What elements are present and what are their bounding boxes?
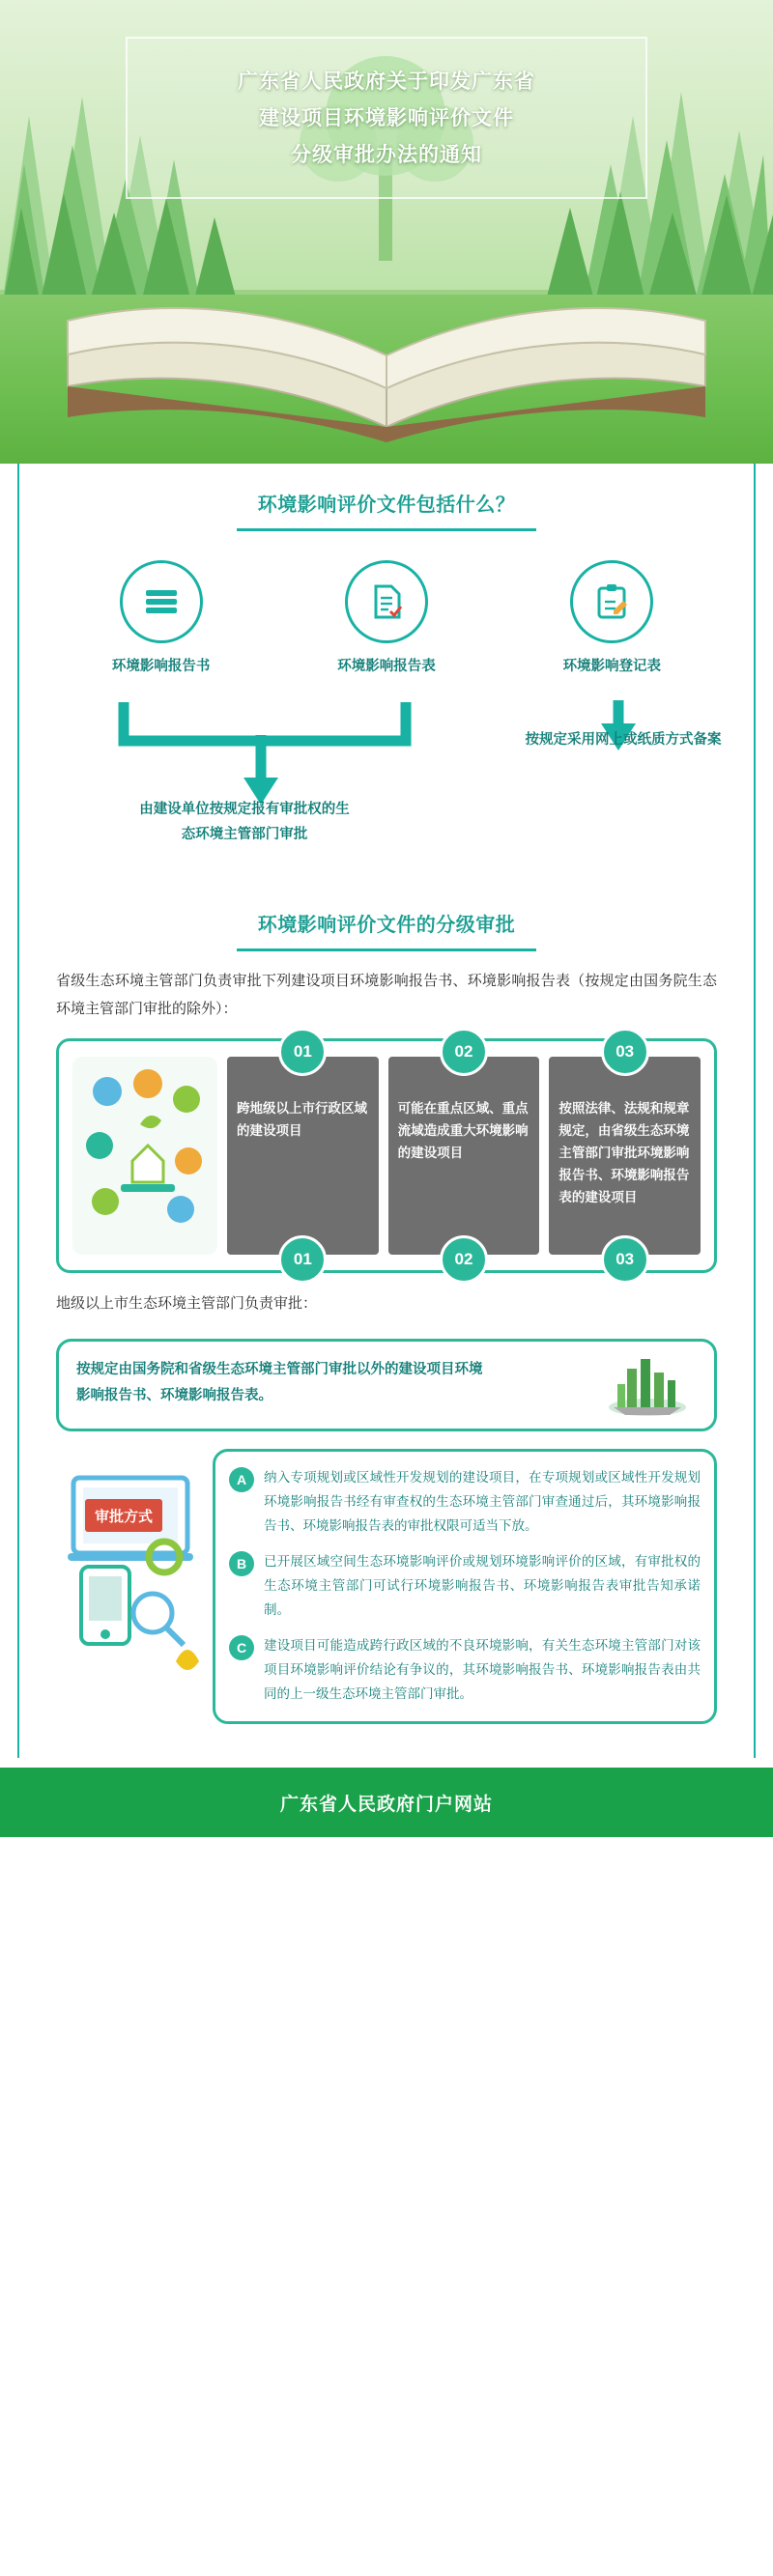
doc-type-report-form	[300, 560, 473, 675]
title-line-2: 建设项目环境影响评价文件	[259, 107, 514, 129]
card-02	[388, 1042, 540, 1268]
report-form-icon	[345, 560, 428, 643]
city-level-note	[56, 1339, 717, 1431]
abc-mark-b: B	[229, 1551, 254, 1576]
title-line-3: 分级审批办法的通知	[291, 144, 482, 166]
doc-type-label-2: 环境影响报告表	[337, 659, 436, 674]
card-03-badge-bottom: 03	[601, 1235, 649, 1284]
page-title	[126, 37, 647, 199]
doc-type-registration-form	[525, 560, 699, 675]
abc-text-a: 纳入专项规划或区域性开发规划的建设项目，在专项规划或区域性开发规划环境影响报告书经有审查权的生态环境主管部门审查通过后，其环境影响报告书、环境影响报告表的审批权限可适当下放。	[264, 1470, 701, 1533]
registration-form-icon	[570, 560, 653, 643]
card-01-badge-bottom: 01	[278, 1235, 327, 1284]
section1-divider	[237, 528, 536, 531]
report-book-icon	[120, 560, 203, 643]
city-buildings-icon	[594, 1351, 701, 1419]
approval-illustration	[56, 1449, 201, 1739]
right-note-text: 按规定采用网上或纸质方式备案	[525, 732, 722, 748]
section2-title: 环境影响评价文件的分级审批	[257, 915, 516, 936]
flow-arrows	[19, 681, 754, 884]
eco-icons-cluster-icon	[72, 1057, 217, 1250]
section1-title: 环境影响评价文件包括什么？	[257, 495, 516, 516]
abc-text-b: 已开展区域空间生态环境影响评价或规划环境影响评价的区域，有审批权的生态环境主管部门可试行环境影响报告书、环境影响报告表审批告知承诺制。	[264, 1554, 701, 1617]
header-banner	[0, 0, 773, 464]
city-level-note-text: 按规定由国务院和省级生态环境主管部门审批以外的建设项目环境影响报告书、环境影响报告表。	[76, 1362, 483, 1403]
card-03-badge-top: 03	[601, 1028, 649, 1076]
main-content	[0, 464, 773, 1758]
doc-type-report-book	[74, 560, 248, 675]
card-01-badge-top: 01	[278, 1028, 327, 1076]
open-book-icon	[39, 263, 734, 446]
footer-bar	[0, 1768, 773, 1837]
title-line-1: 广东省人民政府关于印发广东省	[238, 71, 535, 93]
content-frame	[17, 464, 756, 1758]
numbered-cards-block	[56, 1038, 717, 1273]
card-02-text: 可能在重点区域、重点流域造成重大环境影响的建设项目	[397, 1101, 529, 1160]
section2-paragraph: 省级生态环境主管部门负责审批下列建设项目环境影响报告书、环境影响报告表（按规定由国务院生态环境主管部门审批的除外）：	[56, 973, 717, 1017]
card-03	[549, 1042, 701, 1268]
card-01-text: 跨地级以上市行政区域的建设项目	[237, 1101, 367, 1138]
doc-type-label-3: 环境影响登记表	[562, 659, 662, 674]
merge-note-text: 由建设单位按规定报有审批权的生态环境主管部门审批	[139, 802, 350, 842]
abc-list	[213, 1449, 717, 1724]
section2-divider	[237, 948, 536, 951]
card-02-badge-bottom: 02	[440, 1235, 488, 1284]
doc-type-label-1: 环境影响报告书	[111, 659, 211, 674]
document-types-row	[19, 537, 754, 675]
approval-method-icon	[56, 1449, 201, 1739]
abc-block	[56, 1449, 717, 1739]
approval-illus-label: 审批方式	[94, 1509, 154, 1525]
eco-illustration	[72, 1057, 217, 1255]
footer-text: 广东省人民政府门户网站	[279, 1794, 493, 1815]
abc-item-b	[229, 1549, 701, 1622]
abc-item-c	[229, 1633, 701, 1706]
card-02-badge-top: 02	[440, 1028, 488, 1076]
arrow-paths-icon	[19, 681, 754, 884]
abc-mark-c: C	[229, 1635, 254, 1660]
card-01	[227, 1042, 379, 1268]
abc-text-c: 建设项目可能造成跨行政区域的不良环境影响，有关生态环境主管部门对该项目环境影响评价结论有争议的，其环境影响报告书、环境影响报告表由共同的上一级生态环境主管部门审批。	[264, 1638, 701, 1701]
card-03-text: 按照法律、法规和规章规定，由省级生态环境主管部门审批环境影响报告书、环境影响报告表的建设项目	[558, 1101, 690, 1204]
footer-spacer	[0, 1758, 773, 1768]
city-level-label: 地级以上市生态环境主管部门负责审批：	[56, 1295, 318, 1312]
abc-item-a	[229, 1465, 701, 1538]
abc-mark-a: A	[229, 1467, 254, 1492]
